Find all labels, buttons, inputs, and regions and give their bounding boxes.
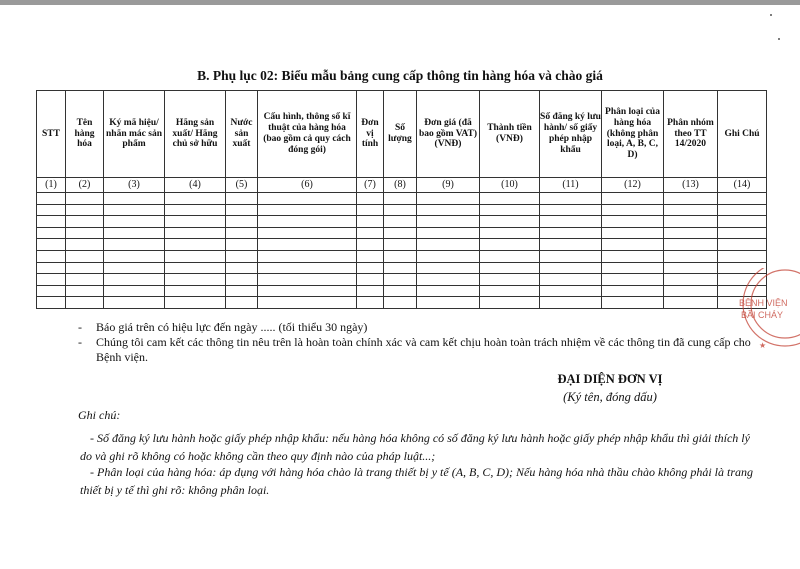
table-cell [258, 297, 357, 309]
header-cell: Hãng sản xuất/ Hãng chủ sở hữu [165, 91, 226, 178]
table-cell [540, 216, 602, 228]
column-number: (11) [540, 178, 602, 193]
column-number: (10) [480, 178, 540, 193]
table-cell [417, 285, 480, 297]
table-cell [37, 285, 66, 297]
table-cell [480, 250, 540, 262]
table-cell [66, 216, 104, 228]
table-cell [357, 262, 384, 274]
scan-speck [778, 38, 780, 40]
column-number-row [37, 178, 767, 193]
header-cell: Đơn vị tính [357, 91, 384, 178]
table-cell [718, 216, 767, 228]
signature-instruction: (Ký tên, đóng dấu) [563, 390, 657, 404]
table-cell [37, 216, 66, 228]
goods-info-table [36, 90, 767, 309]
table-cell [37, 204, 66, 216]
table-cell [357, 193, 384, 205]
table-cell [664, 262, 718, 274]
table-row [37, 227, 767, 239]
header-cell: Nước sản xuất [226, 91, 258, 178]
table-cell [664, 239, 718, 251]
header-cell: Cấu hình, thông số kĩ thuật của hàng hóa (bao gồm cả quy cách đóng gói) [258, 91, 357, 178]
table-cell [357, 227, 384, 239]
table-cell [417, 193, 480, 205]
table-cell [480, 193, 540, 205]
header-cell: Thành tiền (VNĐ) [480, 91, 540, 178]
column-number: (13) [664, 178, 718, 193]
bullet-validity [78, 320, 778, 335]
table-row [37, 193, 767, 205]
bullet-text: Chúng tôi cam kết các thông tin nêu trên là hoàn toàn chính xác và cam kết chịu hoàn toàn trách nhiệm về các thông tin đã cung cấp cho Bệnh viện. [96, 335, 751, 364]
table-cell [718, 250, 767, 262]
table-cell [104, 239, 165, 251]
table-cell [226, 193, 258, 205]
table-cell [357, 274, 384, 286]
table-row [37, 239, 767, 251]
column-number: (2) [66, 178, 104, 193]
column-number: (7) [357, 178, 384, 193]
table-cell [258, 250, 357, 262]
table-cell [602, 216, 664, 228]
column-number: (3) [104, 178, 165, 193]
table-cell [37, 274, 66, 286]
table-cell [258, 262, 357, 274]
stamp-text-1: BỆNH VIỆN [739, 298, 788, 308]
table-cell [540, 285, 602, 297]
stamp-text-2: BÃI CHÁY [741, 310, 784, 320]
table-cell [602, 193, 664, 205]
table-cell [37, 262, 66, 274]
stamp-star-icon: ★ [759, 341, 767, 350]
table-cell [664, 193, 718, 205]
table-cell [718, 227, 767, 239]
table-cell [417, 274, 480, 286]
table-cell [104, 227, 165, 239]
bullet-text: Báo giá trên có hiệu lực đến ngày ..... (tối thiểu 30 ngày) [96, 320, 368, 334]
table-cell [417, 216, 480, 228]
table-cell [602, 297, 664, 309]
table-row [37, 204, 767, 216]
column-number: (4) [165, 178, 226, 193]
table-cell [226, 250, 258, 262]
column-number: (12) [602, 178, 664, 193]
table-cell [664, 285, 718, 297]
table-cell [104, 204, 165, 216]
table-cell [226, 204, 258, 216]
table-cell [258, 227, 357, 239]
table-cell [602, 285, 664, 297]
table-cell [357, 239, 384, 251]
header-cell: Số lượng [384, 91, 417, 178]
table-cell [384, 274, 417, 286]
table-cell [602, 262, 664, 274]
header-cell: Ghi Chú [718, 91, 767, 178]
column-number: (14) [718, 178, 767, 193]
table-cell [258, 216, 357, 228]
header-cell: Số đăng ký lưu hành/ số giấy phép nhập khẩu [540, 91, 602, 178]
table-cell [165, 274, 226, 286]
table-cell [602, 239, 664, 251]
scan-top-edge [0, 0, 800, 5]
document-title: B. Phụ lục 02: Biểu mẫu bảng cung cấp thông tin hàng hóa và chào giá [197, 68, 603, 83]
table-cell [357, 297, 384, 309]
table-cell [480, 227, 540, 239]
representative-block [500, 370, 720, 406]
table-cell [66, 193, 104, 205]
table-cell [417, 297, 480, 309]
table-cell [258, 204, 357, 216]
table-cell [540, 239, 602, 251]
table-cell [165, 193, 226, 205]
table-cell [37, 250, 66, 262]
table-cell [104, 216, 165, 228]
table-cell [226, 285, 258, 297]
table-cell [226, 274, 258, 286]
table-cell [357, 216, 384, 228]
table-cell [718, 204, 767, 216]
table-cell [417, 262, 480, 274]
table-cell [480, 204, 540, 216]
table-cell [165, 239, 226, 251]
table-cell [718, 239, 767, 251]
column-number: (8) [384, 178, 417, 193]
table-header-row [37, 91, 767, 178]
table-cell [602, 274, 664, 286]
table-cell [258, 285, 357, 297]
table-cell [165, 227, 226, 239]
header-cell: Phân nhóm theo TT 14/2020 [664, 91, 718, 178]
table-cell [664, 204, 718, 216]
note-registration: - Số đăng ký lưu hành hoặc giấy phép nhập khẩu: nếu hàng hóa không có số đăng ký lưu hành hoặc giấy phép nhập khẩu thì giải thích lý do và ghi rõ không có hoặc không cần theo quy định nào của pháp luật...; [80, 431, 750, 463]
table-cell [384, 250, 417, 262]
table-cell [384, 227, 417, 239]
table-row [37, 250, 767, 262]
table-cell [258, 274, 357, 286]
table-cell [384, 239, 417, 251]
table-cell [165, 204, 226, 216]
table-cell [384, 193, 417, 205]
table-cell [165, 297, 226, 309]
table-cell [480, 274, 540, 286]
table-cell [104, 285, 165, 297]
table-cell [104, 250, 165, 262]
table-cell [357, 285, 384, 297]
header-cell: Ký mã hiệu/ nhãn mác sản phẩm [104, 91, 165, 178]
column-number: (6) [258, 178, 357, 193]
table-cell [540, 227, 602, 239]
table-cell [384, 204, 417, 216]
table-cell [664, 250, 718, 262]
table-row [37, 216, 767, 228]
table-row [37, 285, 767, 297]
table-cell [480, 262, 540, 274]
table-row [37, 274, 767, 286]
table-cell [258, 193, 357, 205]
table-cell [540, 250, 602, 262]
table-cell [384, 285, 417, 297]
table-cell [104, 262, 165, 274]
table-cell [540, 297, 602, 309]
table-cell [66, 239, 104, 251]
header-cell: STT [37, 91, 66, 178]
table-cell [104, 193, 165, 205]
table-cell [66, 262, 104, 274]
table-cell [226, 216, 258, 228]
hospital-stamp [735, 268, 800, 368]
table-cell [37, 193, 66, 205]
table-cell [602, 204, 664, 216]
table-cell [664, 274, 718, 286]
table-cell [417, 239, 480, 251]
header-cell: Tên hàng hóa [66, 91, 104, 178]
table-cell [165, 285, 226, 297]
table-cell [165, 262, 226, 274]
table-cell [104, 274, 165, 286]
table-cell [66, 297, 104, 309]
table-cell [37, 227, 66, 239]
table-cell [480, 216, 540, 228]
table-cell [357, 250, 384, 262]
table-cell [226, 262, 258, 274]
table-cell [66, 274, 104, 286]
table-cell [664, 227, 718, 239]
table-cell [66, 285, 104, 297]
table-cell [540, 204, 602, 216]
table-cell [664, 297, 718, 309]
scan-speck [770, 14, 772, 16]
table-cell [37, 239, 66, 251]
table-cell [664, 216, 718, 228]
table-cell [226, 239, 258, 251]
table-cell [384, 297, 417, 309]
table-cell [602, 227, 664, 239]
table-row [37, 297, 767, 309]
header-cell: Phân loại của hàng hóa (không phân loại, A, B, C, D) [602, 91, 664, 178]
table-cell [104, 297, 165, 309]
table-cell [417, 227, 480, 239]
table-cell [384, 216, 417, 228]
commitment-notes [78, 320, 778, 365]
table-cell [66, 250, 104, 262]
table-cell [66, 204, 104, 216]
table-cell [540, 262, 602, 274]
table-cell [357, 204, 384, 216]
column-number: (5) [226, 178, 258, 193]
table-cell [540, 274, 602, 286]
table-cell [417, 250, 480, 262]
table-cell [602, 250, 664, 262]
table-cell [480, 297, 540, 309]
table-cell [540, 193, 602, 205]
table-cell [480, 239, 540, 251]
representative-title: ĐẠI DIỆN ĐƠN VỊ [557, 372, 663, 386]
table-cell [718, 193, 767, 205]
column-number: (1) [37, 178, 66, 193]
table-cell [384, 262, 417, 274]
note-classification: - Phân loại của hàng hóa: áp dụng với hàng hóa chào là trang thiết bị y tế (A, B, C, D); Nếu hàng hóa nhà thầu chào không phải là trang thiết bị y tế thì ghi rõ: không phân loại. [80, 465, 753, 497]
table-cell [165, 250, 226, 262]
table-cell [226, 227, 258, 239]
table-cell [165, 216, 226, 228]
bullet-dash: - [78, 320, 82, 334]
header-cell: Đơn giá (đã bao gồm VAT) (VNĐ) [417, 91, 480, 178]
table-cell [480, 285, 540, 297]
notes-heading: Ghi chú: [78, 408, 121, 422]
table-cell [258, 239, 357, 251]
column-number: (9) [417, 178, 480, 193]
table-cell [417, 204, 480, 216]
bullet-dash: - [78, 335, 82, 349]
table-cell [226, 297, 258, 309]
table-row [37, 262, 767, 274]
bullet-commitment [78, 335, 778, 365]
table-cell [37, 297, 66, 309]
table-cell [66, 227, 104, 239]
